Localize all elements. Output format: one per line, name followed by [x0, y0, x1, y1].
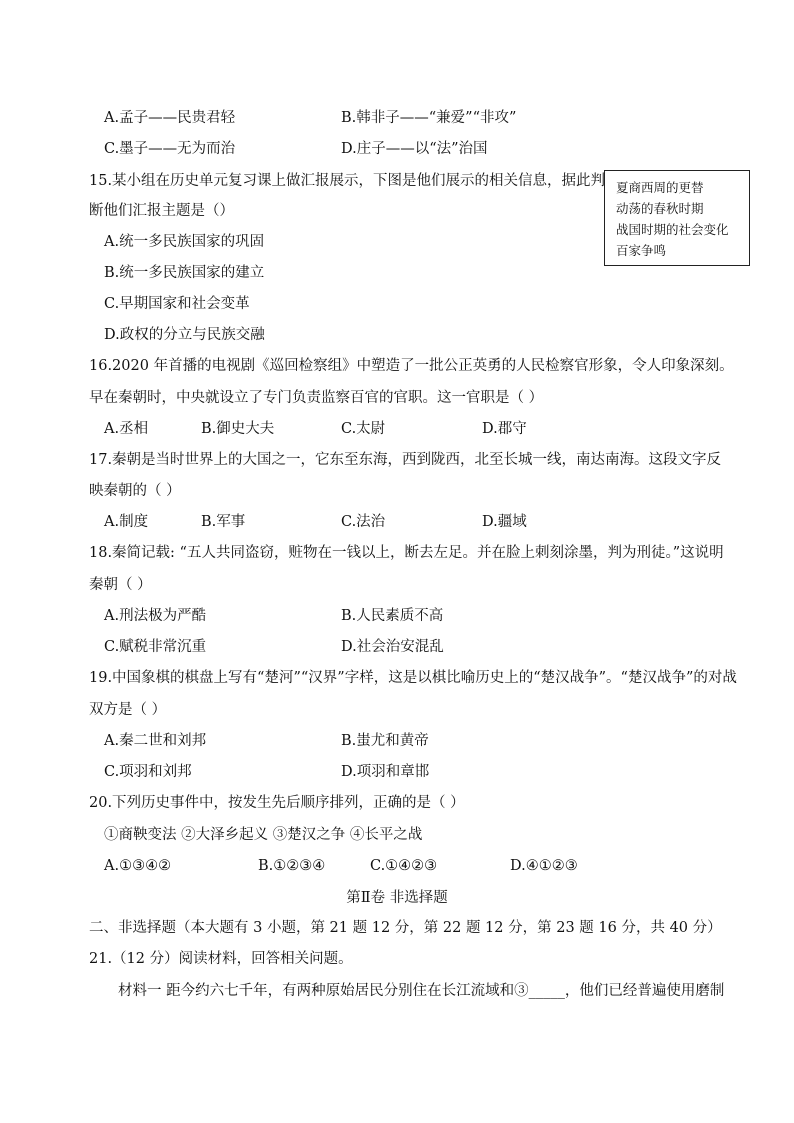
q15-stem-line-1: 15.某小组在历史单元复习课上做汇报展示，下图是他们展示的相关信息，据此判 — [89, 173, 606, 189]
q18-option-d: D.社会治安混乱 — [341, 639, 444, 655]
q17-option-c: C.法治 — [341, 514, 386, 530]
q14-option-c: C.墨子——无为而治 — [104, 141, 236, 157]
q17-stem-line-2: 映秦朝的（ ） — [89, 483, 181, 499]
q19-stem-line-2: 双方是（ ） — [89, 702, 167, 718]
q15-box-line: 战国时期的社会变化 — [616, 222, 729, 237]
q20-option-c: C.①④②③ — [370, 858, 438, 874]
q15-info-box — [604, 170, 750, 266]
q17-stem-line-1: 17.秦朝是当时世界上的大国之一，它东至东海，西到陇西，北至长城一线，南达南海。这段文字反 — [89, 452, 722, 468]
q16-stem-line-2: 早在秦朝时，中央就设立了专门负责监察百官的官职。这一官职是（ ） — [89, 390, 544, 406]
q15-option-b: B.统一多民族国家的建立 — [104, 265, 265, 281]
q18-option-b: B.人民素质不高 — [341, 608, 444, 624]
q15-option-d: D.政权的分立与民族交融 — [104, 327, 265, 343]
q19-option-c: C.项羽和刘邦 — [104, 764, 192, 780]
q17-option-a: A.制度 — [104, 514, 149, 530]
q16-stem-line-1: 16.2020 年首播的电视剧《巡回检察组》中塑造了一批公正英勇的人民检察官形象，令人印象深刻。 — [89, 358, 734, 374]
q14-option-a: A.孟子——民贵君轻 — [104, 110, 236, 126]
q16-option-a: A.丞相 — [104, 421, 149, 437]
q19-option-a: A.秦二世和刘邦 — [104, 733, 207, 749]
section-title: 第Ⅱ卷 非选择题 — [346, 890, 448, 906]
q20-option-d: D.④①②③ — [510, 858, 578, 874]
q14-option-b: B.韩非子——“兼爱”“非攻” — [341, 110, 517, 126]
q20-option-b: B.①②③④ — [258, 858, 326, 874]
q20-stem: 20.下列历史事件中，按发生先后顺序排列，正确的是（ ） — [89, 795, 465, 811]
q17-option-d: D.疆域 — [482, 514, 527, 530]
q15-option-c: C.早期国家和社会变革 — [104, 296, 250, 312]
q15-stem-line-2: 断他们汇报主题是（） — [89, 203, 234, 219]
q16-option-d: D.郡守 — [482, 421, 527, 437]
q20-option-a: A.①③④② — [104, 858, 172, 874]
q16-option-b: B.御史大夫 — [201, 421, 275, 437]
q14-option-d: D.庄子——以“法”治国 — [341, 141, 488, 157]
q15-box-line: 动荡的春秋时期 — [616, 201, 704, 216]
q15-option-a: A.统一多民族国家的巩固 — [104, 234, 265, 250]
q19-stem-line-1: 19.中国象棋的棋盘上写有“楚河”“汉界”字样，这是以棋比喻历史上的“楚汉战争”。“楚汉战争”的对战 — [89, 670, 737, 686]
q18-option-a: A.刑法极为严酷 — [104, 608, 207, 624]
q18-option-c: C.赋税非常沉重 — [104, 639, 207, 655]
q19-option-b: B.蚩尤和黄帝 — [341, 733, 429, 749]
section-heading: 二、非选择题（本大题有 3 小题，第 21 题 12 分，第 22 题 12 分，第 23 题 16 分，共 40 分） — [89, 920, 722, 936]
q15-box-line: 百家争鸣 — [616, 243, 667, 258]
q19-option-d: D.项羽和章邯 — [341, 764, 430, 780]
q18-stem-line-2: 秦朝（ ） — [89, 577, 152, 593]
q20-events: ①商鞅变法 ②大泽乡起义 ③楚汉之争 ④长平之战 — [104, 827, 423, 843]
q21-material: 材料一 距今约六七千年，有两种原始居民分别住在长江流域和③_____，他们已经普遍使用磨制 — [118, 983, 725, 999]
q15-box-line: 夏商西周的更替 — [616, 180, 704, 195]
q16-option-c: C.太尉 — [341, 421, 386, 437]
q17-option-b: B.军事 — [201, 514, 246, 530]
q18-stem-line-1: 18.秦简记载: “五人共同盗窃，赃物在一钱以上，断去左足。并在脸上刺刻涂墨，判为刑徒。”这说明 — [89, 545, 724, 561]
q21-stem: 21.（12 分）阅读材料，回答相关问题。 — [89, 951, 353, 967]
